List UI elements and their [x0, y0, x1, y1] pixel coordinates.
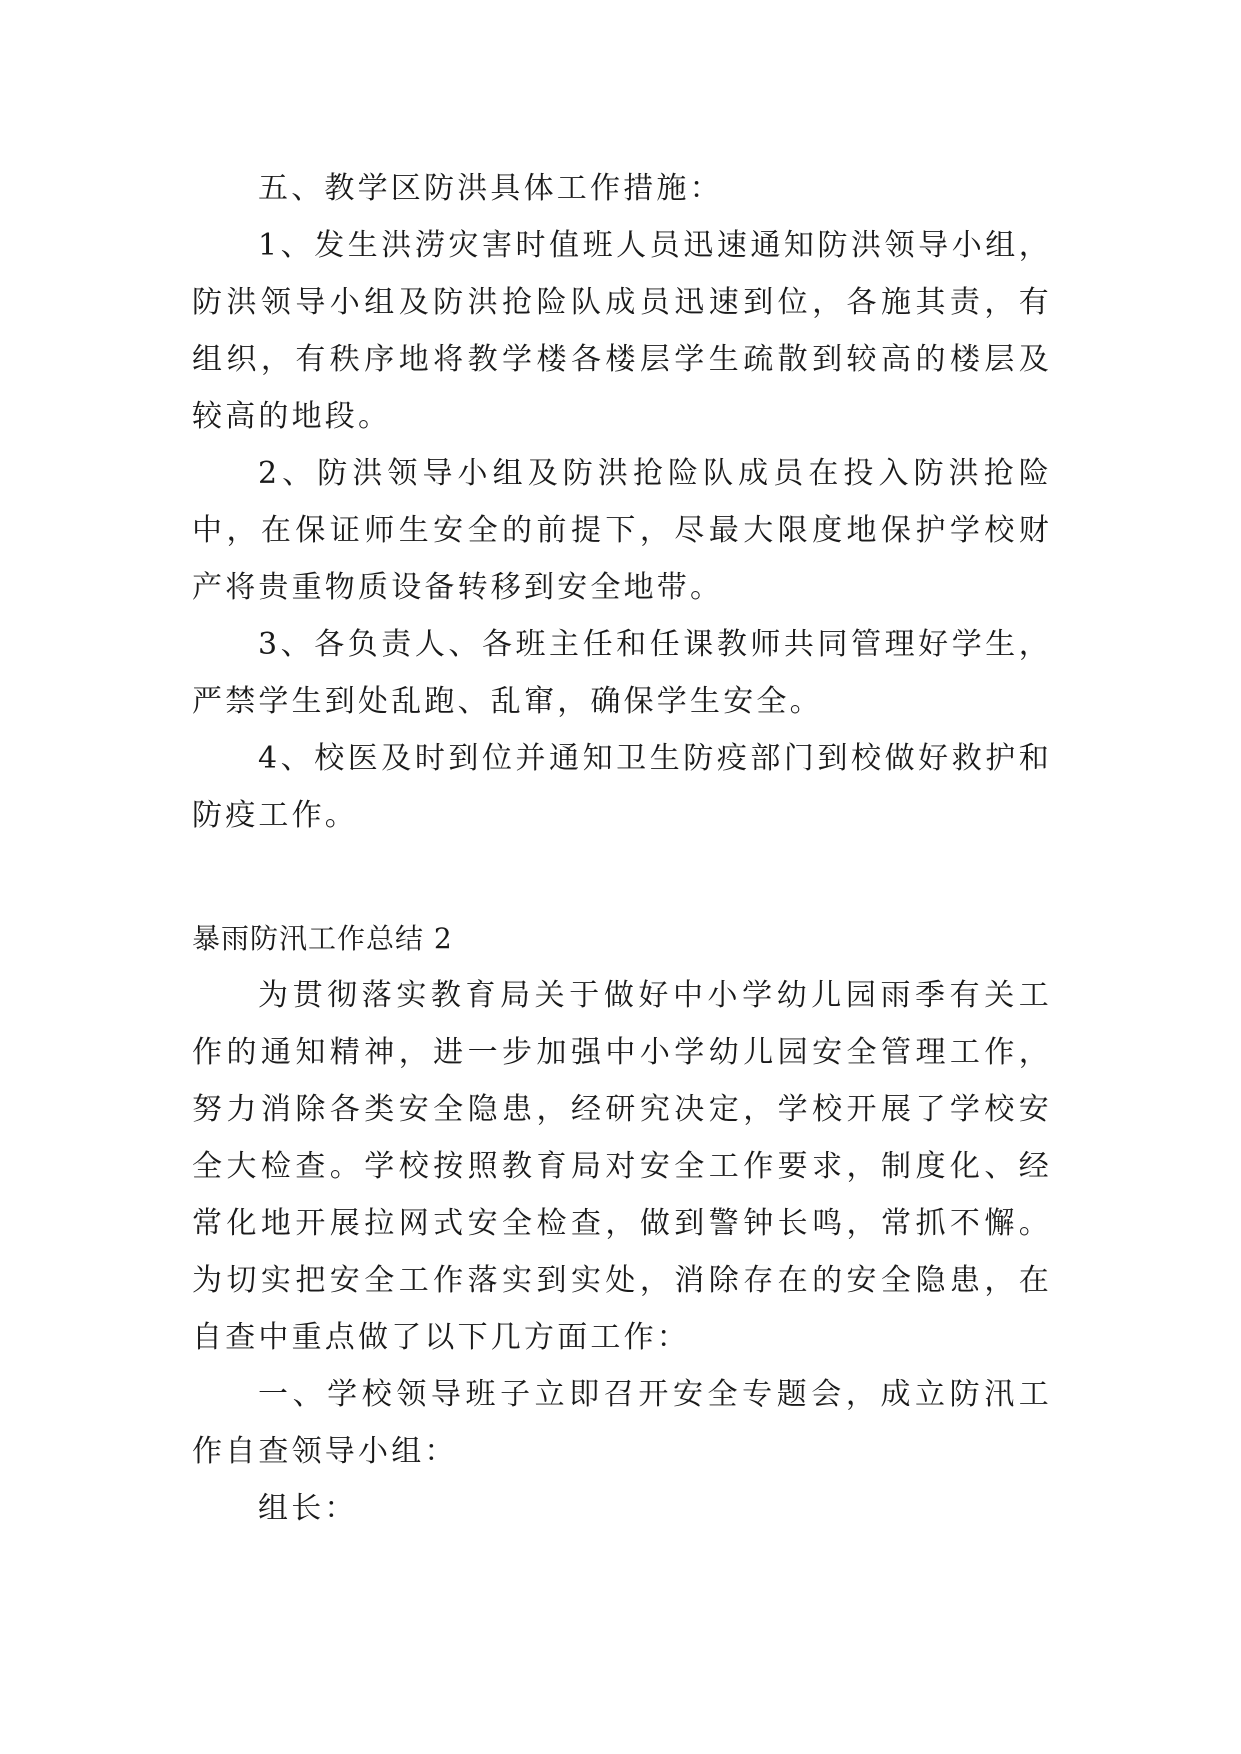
document-title: 暴雨防汛工作总结 2: [192, 922, 453, 955]
measure-item-4: 4、校医及时到位并通知卫生防疫部门到校做好救护和防疫工作。: [192, 741, 1052, 833]
measure-item-1: 1、发生洪涝灾害时值班人员迅速通知防洪领导小组，防洪领导小组及防洪抢险队成员迅速到位，各施其责，有组织，有秩序地将教学楼各楼层学生疏散到较高的楼层及较高的地段。: [192, 228, 1052, 434]
intro-paragraph: 为贯彻落实教育局关于做好中小学幼儿园雨季有关工作的通知精神，进一步加强中小学幼儿园安全管理工作，努力消除各类安全隐患，经研究决定，学校开展了学校安全大检查。学校按照教育局对安全工作要求，制度化、经常化地开展拉网式安全检查，做到警钟长鸣，常抓不懈。为切实把安全工作落实到实处，消除存在的安全隐患，在自查中重点做了以下几方面工作：: [192, 978, 1052, 1355]
measure-item-2: 2、防洪领导小组及防洪抢险队成员在投入防洪抢险中，在保证师生安全的前提下，尽最大限度地保护学校财产将贵重物质设备转移到安全地带。: [192, 456, 1052, 605]
section-heading: 五、教学区防洪具体工作措施：: [258, 171, 723, 206]
document-page: [192, 160, 1052, 1537]
leader-label: 组长：: [258, 1491, 358, 1526]
measure-item-3: 3、各负责人、各班主任和任课教师共同管理好学生，严禁学生到处乱跑、乱窜，确保学生安全。: [192, 627, 1052, 719]
point-1-paragraph: 一、学校领导班子立即召开安全专题会，成立防汛工作自查领导小组：: [192, 1377, 1052, 1469]
